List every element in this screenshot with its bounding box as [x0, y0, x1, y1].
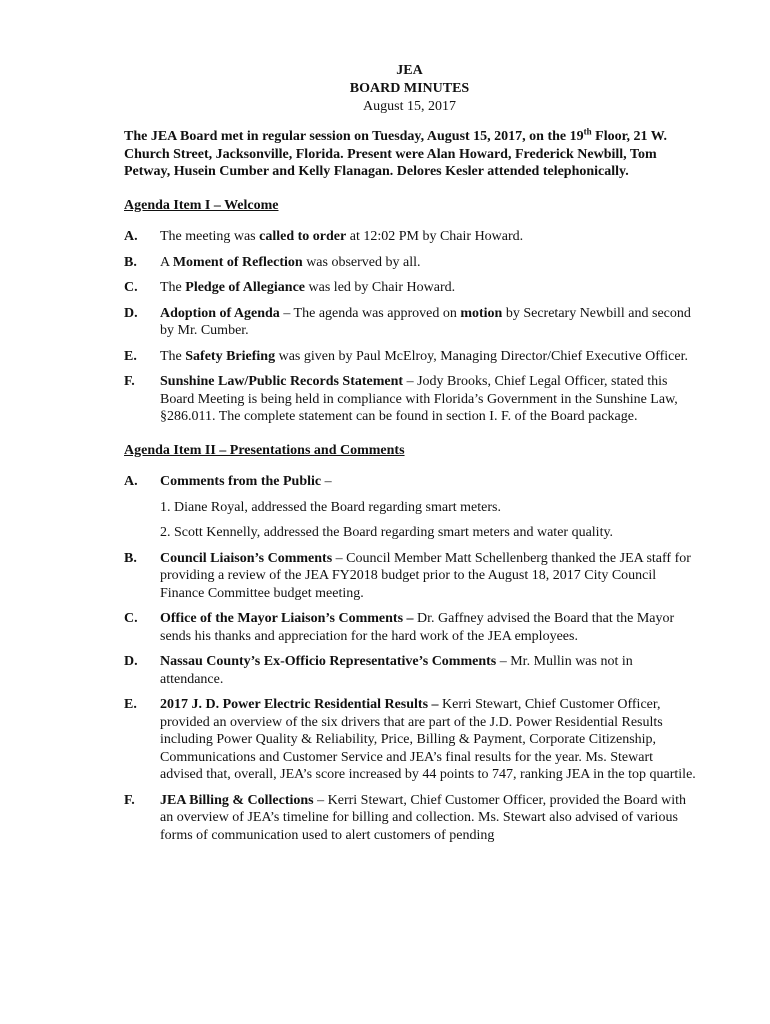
- item-content: [160, 610, 698, 645]
- item-bold-text: Comments from the Public: [160, 474, 322, 489]
- item-letter: A.: [124, 474, 138, 489]
- item-text: was given by Paul McElroy, Managing Director/Chief Executive Officer.: [275, 348, 688, 364]
- item-letter: F.: [124, 792, 135, 808]
- item-content: [160, 228, 698, 246]
- item-letter: C.: [124, 611, 138, 626]
- agenda-2-item-e: [124, 696, 698, 784]
- agenda-1-item-b: [124, 254, 698, 272]
- intro-text-2: Floor, 21 W. Church Street, Jacksonville, Florida. Present were Alan Howard, Frederick Newbill, Tom Petway, Husein Cumber and Kelly Flanagan. Delores Kesler attended telephonically.: [124, 129, 667, 179]
- agenda-1-item-f: [124, 373, 698, 426]
- item-bold-text: Safety Briefing: [185, 348, 276, 364]
- item-bold-text: called to order: [259, 229, 347, 244]
- agenda-1-item-c: [124, 279, 698, 297]
- item-text: Kerri Stewart, Chief Customer Officer, provided an overview of the six drivers that are part of the J.D. Power Residential Results including Power Quality & Reliability, Price, Billing & Payment, Corporate Citizenship, Communications and Customer Service and JEA’s final results for the year. Ms. Stewart advised that, overall, JEA’s score increased by 44 points to 747, ranking JEA in the top quartile.: [160, 697, 696, 782]
- item-content: [160, 696, 698, 784]
- item-text: The: [160, 280, 186, 295]
- public-comment-1: 1. Diane Royal, addressed the Board regarding smart meters.: [160, 499, 501, 515]
- item-text: – Mr. Mullin was not in attendance.: [160, 654, 633, 687]
- item-bold-text: JEA Billing & Collections: [160, 792, 314, 808]
- item-letter: F.: [124, 374, 135, 389]
- item-bold-text: Moment of Reflection: [172, 254, 303, 270]
- item-text: –: [321, 474, 332, 489]
- item-text: A: [160, 254, 173, 270]
- item-content: [160, 792, 698, 845]
- document-header: [121, 62, 698, 116]
- agenda-2-item-d: [124, 653, 698, 688]
- document-title: BOARD MINUTES: [349, 81, 470, 96]
- item-letter: D.: [124, 305, 138, 321]
- item-bold-text: Nassau County’s Ex-Officio Representative’s Comments: [160, 654, 497, 669]
- meeting-date: August 15, 2017: [363, 99, 456, 114]
- item-letter: B.: [124, 254, 137, 270]
- item-bold-text: 2017 J. D. Power Electric Residential Results –: [160, 697, 439, 712]
- item-content: [160, 279, 698, 297]
- agenda-1-item-e: [124, 348, 698, 366]
- agenda-1-item-d: [124, 305, 698, 340]
- item-text: – Kerri Stewart, Chief Customer Officer, provided the Board with an overview of JEA’s timeline for billing and collection. Ms. Stewart also advised of various forms of communication used to alert customers of pending: [160, 792, 687, 843]
- item-text: by Secretary Newbill and second by Mr. Cumber.: [160, 305, 691, 338]
- public-comment-2: 2. Scott Kennelly, addressed the Board regarding smart meters and water quality.: [160, 525, 614, 540]
- agenda-2-item-b: [124, 550, 698, 603]
- agenda-2-item-f: [124, 792, 698, 845]
- item-content: [160, 653, 698, 688]
- item-content: [160, 348, 698, 366]
- item-letter: D.: [124, 654, 138, 669]
- item-text: – Jody Brooks, Chief Legal Officer, stated this Board Meeting is being held in compliance with Florida’s Government in the Sunshine Law, §286.011. The complete statement can be found in section I. F. of the Board package.: [160, 374, 678, 424]
- agenda-2-item-c: [124, 610, 698, 645]
- intro-paragraph: [124, 128, 700, 181]
- item-text: Dr. Gaffney advised the Board that the Mayor sends his thanks and appreciation for the hard work of the JEA employees.: [160, 611, 675, 644]
- item-letter: A.: [124, 229, 138, 244]
- org-name: JEA: [396, 63, 423, 78]
- item-bold-text: Sunshine Law/Public Records Statement: [160, 374, 404, 389]
- item-text: The meeting was: [160, 229, 260, 244]
- intro-text-1: The JEA Board met in regular session on Tuesday, August 15, 2017, on the 19: [124, 129, 584, 144]
- item-bold-text: Adoption of Agenda: [160, 305, 280, 321]
- item-content: [160, 305, 698, 340]
- item-text: – The agenda was approved on: [279, 305, 461, 321]
- item-content: [160, 473, 698, 491]
- item-letter: E.: [124, 697, 137, 712]
- item-text: at 12:02 PM by Chair Howard.: [346, 229, 524, 244]
- item-content: [160, 254, 698, 272]
- agenda-2-item-a: [124, 473, 698, 491]
- item-letter: E.: [124, 348, 137, 364]
- item-bold-text: motion: [460, 305, 503, 321]
- item-text: – Council Member Matt Schellenberg thanked the JEA staff for providing a review of the JEA FY2018 budget prior to the August 18, 2017 City Council Finance Committee budget meeting.: [160, 550, 691, 601]
- agenda-item-1-heading: Agenda Item I – Welcome: [124, 197, 279, 213]
- item-letter: C.: [124, 280, 138, 295]
- item-text: was observed by all.: [302, 254, 421, 270]
- agenda-item-2-heading: Agenda Item II – Presentations and Comments: [124, 442, 405, 458]
- item-bold-text: Office of the Mayor Liaison’s Comments –: [160, 611, 414, 626]
- item-bold-text: Pledge of Allegiance: [185, 280, 306, 295]
- item-content: [160, 373, 698, 426]
- item-content: [160, 550, 698, 603]
- item-letter: B.: [124, 550, 137, 566]
- agenda-1-item-a: [124, 228, 698, 246]
- item-bold-text: Council Liaison’s Comments: [160, 550, 333, 566]
- item-text: The: [160, 348, 186, 364]
- item-text: was led by Chair Howard.: [305, 280, 456, 295]
- intro-superscript: th: [583, 126, 592, 137]
